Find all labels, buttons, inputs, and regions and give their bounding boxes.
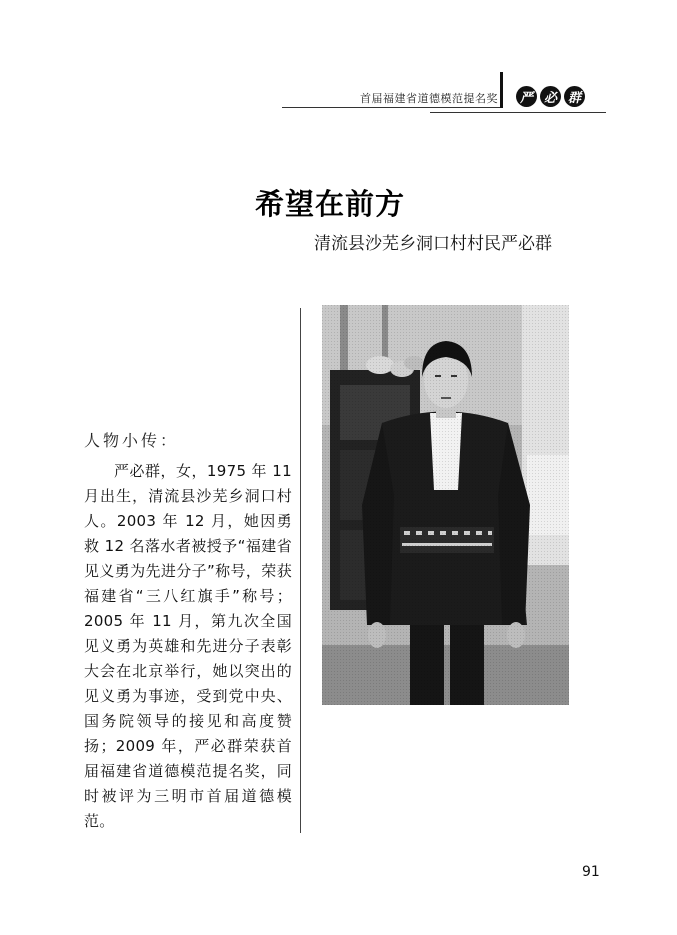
- bio-heading: 人物小传：: [84, 431, 180, 450]
- bio-paragraph: 严必群，女，1975 年 11 月出生，清流县沙芜乡洞口村人。2003 年 12 月，她因勇救 12 名落水者被授予“福建省见义勇为先进分子”称号，荣获福建省“三八红旗手”称号；2005 年 11 月，第九次全国见义勇为英雄和先进分子表彰大会在北京举行，她以突出的见义勇为事迹，受到党中央、国务院领导的接见和高度赞扬；2009 年，严必群荣获首届福建省道德模范提名奖，同时被评为三明市首届道德模范。: [84, 462, 292, 830]
- running-header-title: 首届福建省道德模范提名奖: [360, 92, 498, 105]
- header-rule: [282, 107, 500, 108]
- article-subtitle: 清流县沙芜乡洞口村村民严必群: [314, 234, 552, 254]
- name-seal-group: [516, 86, 585, 107]
- name-seal-3: 群: [564, 86, 585, 107]
- name-seal-2: 必: [540, 86, 561, 107]
- portrait-photo: [322, 305, 569, 705]
- header-rule-right: [430, 112, 606, 113]
- name-seal-1: 严: [516, 86, 537, 107]
- article-title: 希望在前方: [255, 187, 406, 221]
- column-divider: [300, 308, 301, 833]
- header-divider-bar: [500, 72, 503, 108]
- page-number: 91: [582, 864, 600, 880]
